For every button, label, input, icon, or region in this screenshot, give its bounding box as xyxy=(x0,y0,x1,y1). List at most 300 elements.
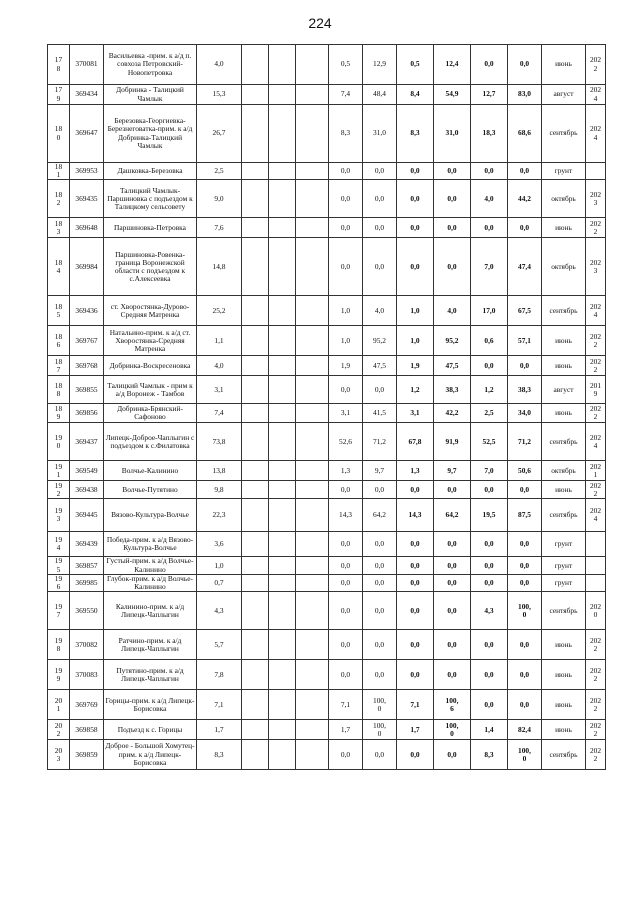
cell-year: 202 2 xyxy=(586,404,606,423)
cell-n: 18 7 xyxy=(48,356,70,376)
cell-name: Васильевка -прим. к а/д п. совхоза Петровский-Новопетровка xyxy=(104,45,197,85)
cell-empty xyxy=(269,720,296,740)
cell-code: 369859 xyxy=(70,740,104,770)
cell-month: июнь xyxy=(542,218,586,238)
cell-f: 100, 0 xyxy=(508,592,542,630)
cell-a: 8,3 xyxy=(329,105,363,163)
cell-empty xyxy=(242,574,269,591)
cell-b: 12,9 xyxy=(363,45,397,85)
cell-c: 7,1 xyxy=(397,690,434,720)
cell-e: 7,0 xyxy=(471,238,508,296)
cell-len: 26,7 xyxy=(197,105,242,163)
cell-name: Победа-прим. к а/д Вязово-Культура-Волчье xyxy=(104,532,197,557)
cell-a: 14,3 xyxy=(329,499,363,532)
cell-empty xyxy=(296,163,329,180)
table-row xyxy=(48,423,606,461)
cell-n: 18 5 xyxy=(48,296,70,326)
cell-f: 57,1 xyxy=(508,326,542,356)
cell-d: 0,0 xyxy=(434,481,471,499)
cell-empty xyxy=(242,720,269,740)
cell-code: 369439 xyxy=(70,532,104,557)
cell-empty xyxy=(296,499,329,532)
cell-d: 0,0 xyxy=(434,238,471,296)
cell-n: 18 8 xyxy=(48,376,70,404)
cell-b: 31,0 xyxy=(363,105,397,163)
cell-len: 22,3 xyxy=(197,499,242,532)
cell-d: 54,9 xyxy=(434,85,471,105)
cell-e: 0,0 xyxy=(471,218,508,238)
table-row xyxy=(48,720,606,740)
cell-year: 202 2 xyxy=(586,660,606,690)
cell-d: 0,0 xyxy=(434,592,471,630)
cell-f: 71,2 xyxy=(508,423,542,461)
cell-empty xyxy=(242,45,269,85)
cell-empty xyxy=(269,740,296,770)
cell-len: 4,0 xyxy=(197,45,242,85)
cell-a: 0,0 xyxy=(329,376,363,404)
cell-e: 8,3 xyxy=(471,740,508,770)
cell-c: 0,0 xyxy=(397,238,434,296)
cell-len: 4,0 xyxy=(197,356,242,376)
cell-a: 3,1 xyxy=(329,404,363,423)
cell-len: 5,7 xyxy=(197,630,242,660)
cell-empty xyxy=(242,85,269,105)
cell-empty xyxy=(269,499,296,532)
cell-empty xyxy=(269,690,296,720)
cell-empty xyxy=(296,218,329,238)
cell-len: 3,6 xyxy=(197,532,242,557)
cell-name: Добринка-Воскресеновка xyxy=(104,356,197,376)
cell-empty xyxy=(242,660,269,690)
cell-empty xyxy=(296,630,329,660)
cell-empty xyxy=(296,740,329,770)
cell-empty xyxy=(242,423,269,461)
cell-empty xyxy=(269,423,296,461)
cell-len: 13,8 xyxy=(197,461,242,481)
cell-name: Путятино-прим. к а/д Липецк-Чаплыгин xyxy=(104,660,197,690)
cell-name: Подъезд к с. Горицы xyxy=(104,720,197,740)
cell-empty xyxy=(296,461,329,481)
cell-n: 20 1 xyxy=(48,690,70,720)
road-table xyxy=(47,44,606,770)
cell-f: 47,4 xyxy=(508,238,542,296)
cell-e: 19,5 xyxy=(471,499,508,532)
cell-empty xyxy=(296,720,329,740)
cell-a: 0,0 xyxy=(329,592,363,630)
cell-b: 0,0 xyxy=(363,740,397,770)
cell-year: 202 3 xyxy=(586,180,606,218)
cell-e: 1,2 xyxy=(471,376,508,404)
cell-n: 18 2 xyxy=(48,180,70,218)
cell-code: 369647 xyxy=(70,105,104,163)
cell-b: 4,0 xyxy=(363,296,397,326)
cell-empty xyxy=(242,218,269,238)
cell-code: 370081 xyxy=(70,45,104,85)
cell-empty xyxy=(296,356,329,376)
cell-empty xyxy=(242,740,269,770)
cell-n: 19 5 xyxy=(48,557,70,574)
cell-d: 12,4 xyxy=(434,45,471,85)
cell-empty xyxy=(296,105,329,163)
cell-f: 0,0 xyxy=(508,690,542,720)
cell-n: 18 9 xyxy=(48,404,70,423)
cell-year xyxy=(586,532,606,557)
cell-year: 202 2 xyxy=(586,630,606,660)
cell-month: грунт xyxy=(542,574,586,591)
cell-f: 50,6 xyxy=(508,461,542,481)
cell-empty xyxy=(269,592,296,630)
cell-len: 7,4 xyxy=(197,404,242,423)
cell-empty xyxy=(296,180,329,218)
cell-year: 201 9 xyxy=(586,376,606,404)
cell-empty xyxy=(296,85,329,105)
cell-a: 0,0 xyxy=(329,532,363,557)
cell-empty xyxy=(269,404,296,423)
cell-a: 0,0 xyxy=(329,740,363,770)
cell-c: 0,0 xyxy=(397,180,434,218)
cell-a: 0,0 xyxy=(329,180,363,218)
cell-d: 0,0 xyxy=(434,557,471,574)
cell-b: 47,5 xyxy=(363,356,397,376)
cell-month: октябрь xyxy=(542,461,586,481)
cell-empty xyxy=(269,630,296,660)
cell-n: 19 6 xyxy=(48,574,70,591)
cell-len: 9,0 xyxy=(197,180,242,218)
cell-n: 18 4 xyxy=(48,238,70,296)
table-row xyxy=(48,574,606,591)
cell-f: 0,0 xyxy=(508,481,542,499)
cell-name: Натальино-прим. к а/д ст. Хворостянка-Средняя Матренка xyxy=(104,326,197,356)
cell-len: 7,1 xyxy=(197,690,242,720)
cell-e: 0,0 xyxy=(471,630,508,660)
cell-d: 9,7 xyxy=(434,461,471,481)
cell-len: 3,1 xyxy=(197,376,242,404)
cell-a: 1,3 xyxy=(329,461,363,481)
table-row xyxy=(48,690,606,720)
cell-year: 202 2 xyxy=(586,45,606,85)
cell-d: 0,0 xyxy=(434,163,471,180)
cell-code: 369769 xyxy=(70,690,104,720)
cell-month: июнь xyxy=(542,720,586,740)
cell-c: 1,0 xyxy=(397,296,434,326)
cell-f: 83,0 xyxy=(508,85,542,105)
cell-c: 0,0 xyxy=(397,592,434,630)
cell-e: 4,3 xyxy=(471,592,508,630)
cell-name: Липецк-Доброе-Чаплыгин с подъездом к с.Филатовка xyxy=(104,423,197,461)
table-row xyxy=(48,592,606,630)
table-row xyxy=(48,45,606,85)
table-row xyxy=(48,481,606,499)
cell-month: июнь xyxy=(542,326,586,356)
table-row xyxy=(48,740,606,770)
cell-year: 202 4 xyxy=(586,423,606,461)
cell-d: 38,3 xyxy=(434,376,471,404)
cell-len: 14,8 xyxy=(197,238,242,296)
cell-c: 0,0 xyxy=(397,532,434,557)
cell-empty xyxy=(269,557,296,574)
cell-empty xyxy=(242,557,269,574)
cell-year: 202 3 xyxy=(586,238,606,296)
cell-month: грунт xyxy=(542,532,586,557)
cell-empty xyxy=(242,105,269,163)
cell-name: Добринка - Талицкий Чамлык xyxy=(104,85,197,105)
cell-empty xyxy=(269,376,296,404)
cell-f: 87,5 xyxy=(508,499,542,532)
cell-empty xyxy=(242,592,269,630)
cell-n: 19 3 xyxy=(48,499,70,532)
cell-n: 19 7 xyxy=(48,592,70,630)
cell-month: сентябрь xyxy=(542,105,586,163)
cell-f: 100, 0 xyxy=(508,740,542,770)
cell-empty xyxy=(242,481,269,499)
cell-d: 91,9 xyxy=(434,423,471,461)
cell-e: 0,6 xyxy=(471,326,508,356)
cell-b: 0,0 xyxy=(363,630,397,660)
cell-month: июнь xyxy=(542,660,586,690)
cell-name: Калинино-прим. к а/д Липецк-Чаплыгин xyxy=(104,592,197,630)
cell-code: 369436 xyxy=(70,296,104,326)
cell-a: 0,0 xyxy=(329,660,363,690)
cell-code: 369648 xyxy=(70,218,104,238)
cell-empty xyxy=(296,45,329,85)
cell-code: 369768 xyxy=(70,356,104,376)
cell-len: 7,8 xyxy=(197,660,242,690)
cell-c: 3,1 xyxy=(397,404,434,423)
table-row xyxy=(48,461,606,481)
cell-name: Доброе - Большой Хомутец-прим. к а/д Липецк-Борисовка xyxy=(104,740,197,770)
cell-empty xyxy=(269,461,296,481)
cell-a: 1,0 xyxy=(329,296,363,326)
cell-e: 17,0 xyxy=(471,296,508,326)
table-row xyxy=(48,499,606,532)
cell-e: 0,0 xyxy=(471,690,508,720)
cell-name: Талицкий Чамлык-Паршиновка с подъездом к Талицкому сельсовету xyxy=(104,180,197,218)
cell-len: 4,3 xyxy=(197,592,242,630)
cell-code: 369435 xyxy=(70,180,104,218)
cell-f: 0,0 xyxy=(508,574,542,591)
cell-e: 7,0 xyxy=(471,461,508,481)
cell-a: 52,6 xyxy=(329,423,363,461)
cell-code: 369549 xyxy=(70,461,104,481)
cell-a: 1,9 xyxy=(329,356,363,376)
cell-b: 0,0 xyxy=(363,532,397,557)
cell-b: 0,0 xyxy=(363,180,397,218)
cell-name: Густый-прим. к а/д Волчье-Калинино xyxy=(104,557,197,574)
cell-a: 7,1 xyxy=(329,690,363,720)
cell-year: 202 4 xyxy=(586,499,606,532)
cell-empty xyxy=(296,532,329,557)
cell-code: 369437 xyxy=(70,423,104,461)
cell-empty xyxy=(269,574,296,591)
cell-e: 2,5 xyxy=(471,404,508,423)
cell-d: 64,2 xyxy=(434,499,471,532)
cell-empty xyxy=(242,532,269,557)
cell-d: 0,0 xyxy=(434,532,471,557)
cell-len: 1,1 xyxy=(197,326,242,356)
cell-empty xyxy=(242,326,269,356)
cell-len: 9,8 xyxy=(197,481,242,499)
cell-c: 0,5 xyxy=(397,45,434,85)
cell-c: 0,0 xyxy=(397,574,434,591)
cell-e: 0,0 xyxy=(471,163,508,180)
cell-f: 0,0 xyxy=(508,557,542,574)
cell-b: 0,0 xyxy=(363,557,397,574)
cell-n: 19 0 xyxy=(48,423,70,461)
cell-len: 25,2 xyxy=(197,296,242,326)
table-row xyxy=(48,557,606,574)
cell-code: 369550 xyxy=(70,592,104,630)
cell-year xyxy=(586,163,606,180)
cell-code: 369985 xyxy=(70,574,104,591)
cell-empty xyxy=(269,660,296,690)
cell-code: 369434 xyxy=(70,85,104,105)
cell-d: 100, 6 xyxy=(434,690,471,720)
cell-len: 1,7 xyxy=(197,720,242,740)
cell-c: 1,0 xyxy=(397,326,434,356)
cell-empty xyxy=(242,238,269,296)
cell-f: 67,5 xyxy=(508,296,542,326)
cell-n: 18 1 xyxy=(48,163,70,180)
cell-month: октябрь xyxy=(542,180,586,218)
cell-name: ст. Хворостянка-Дурово-Средняя Матренка xyxy=(104,296,197,326)
cell-empty xyxy=(296,404,329,423)
cell-f: 0,0 xyxy=(508,356,542,376)
cell-name: Глубок-прим. к а/д Волчье-Калинино xyxy=(104,574,197,591)
cell-e: 0,0 xyxy=(471,574,508,591)
cell-a: 0,5 xyxy=(329,45,363,85)
cell-empty xyxy=(296,592,329,630)
cell-d: 0,0 xyxy=(434,660,471,690)
table-row xyxy=(48,630,606,660)
cell-c: 0,0 xyxy=(397,740,434,770)
cell-e: 0,0 xyxy=(471,45,508,85)
cell-empty xyxy=(296,423,329,461)
cell-n: 20 3 xyxy=(48,740,70,770)
cell-n: 19 4 xyxy=(48,532,70,557)
cell-code: 370082 xyxy=(70,630,104,660)
cell-name: Паршиновка-Петровка xyxy=(104,218,197,238)
cell-len: 8,3 xyxy=(197,740,242,770)
cell-name: Дашковка-Березовка xyxy=(104,163,197,180)
cell-c: 67,8 xyxy=(397,423,434,461)
cell-b: 9,7 xyxy=(363,461,397,481)
cell-n: 18 0 xyxy=(48,105,70,163)
cell-a: 0,0 xyxy=(329,481,363,499)
cell-len: 0,7 xyxy=(197,574,242,591)
cell-empty xyxy=(269,105,296,163)
cell-b: 0,0 xyxy=(363,376,397,404)
cell-d: 0,0 xyxy=(434,574,471,591)
cell-empty xyxy=(296,326,329,356)
cell-year: 202 4 xyxy=(586,85,606,105)
cell-f: 0,0 xyxy=(508,532,542,557)
cell-c: 1,2 xyxy=(397,376,434,404)
cell-empty xyxy=(296,690,329,720)
cell-b: 100, 0 xyxy=(363,690,397,720)
cell-year: 202 2 xyxy=(586,720,606,740)
cell-d: 4,0 xyxy=(434,296,471,326)
cell-empty xyxy=(269,85,296,105)
cell-code: 369857 xyxy=(70,557,104,574)
cell-empty xyxy=(269,356,296,376)
cell-f: 82,4 xyxy=(508,720,542,740)
cell-c: 0,0 xyxy=(397,630,434,660)
cell-e: 52,5 xyxy=(471,423,508,461)
cell-year: 202 4 xyxy=(586,105,606,163)
cell-year xyxy=(586,574,606,591)
cell-month: июнь xyxy=(542,690,586,720)
cell-e: 0,0 xyxy=(471,557,508,574)
cell-year: 202 2 xyxy=(586,356,606,376)
table-row xyxy=(48,376,606,404)
cell-d: 0,0 xyxy=(434,740,471,770)
cell-a: 0,0 xyxy=(329,557,363,574)
cell-e: 12,7 xyxy=(471,85,508,105)
cell-year: 202 2 xyxy=(586,218,606,238)
cell-year: 202 4 xyxy=(586,296,606,326)
cell-month: август xyxy=(542,85,586,105)
cell-code: 369438 xyxy=(70,481,104,499)
cell-empty xyxy=(269,296,296,326)
cell-c: 1,3 xyxy=(397,461,434,481)
table-row xyxy=(48,326,606,356)
cell-name: Березовка-Георгиевка-Березнеговатка-прим. к а/д Добринка-Талицкий Чамлык xyxy=(104,105,197,163)
cell-year: 202 2 xyxy=(586,690,606,720)
cell-b: 0,0 xyxy=(363,218,397,238)
cell-n: 18 6 xyxy=(48,326,70,356)
cell-len: 15,3 xyxy=(197,85,242,105)
cell-code: 369445 xyxy=(70,499,104,532)
cell-month: сентябрь xyxy=(542,296,586,326)
cell-e: 1,4 xyxy=(471,720,508,740)
cell-n: 18 3 xyxy=(48,218,70,238)
cell-n: 19 8 xyxy=(48,630,70,660)
cell-c: 0,0 xyxy=(397,660,434,690)
cell-empty xyxy=(296,660,329,690)
cell-a: 0,0 xyxy=(329,218,363,238)
cell-month: сентябрь xyxy=(542,740,586,770)
cell-c: 1,7 xyxy=(397,720,434,740)
cell-empty xyxy=(296,238,329,296)
cell-code: 369855 xyxy=(70,376,104,404)
cell-year: 202 2 xyxy=(586,326,606,356)
cell-d: 95,2 xyxy=(434,326,471,356)
cell-empty xyxy=(269,238,296,296)
cell-b: 0,0 xyxy=(363,481,397,499)
cell-code: 369984 xyxy=(70,238,104,296)
cell-f: 0,0 xyxy=(508,660,542,690)
table-row xyxy=(48,660,606,690)
cell-code: 369856 xyxy=(70,404,104,423)
cell-f: 0,0 xyxy=(508,218,542,238)
cell-b: 0,0 xyxy=(363,592,397,630)
cell-month: июнь xyxy=(542,45,586,85)
cell-c: 8,4 xyxy=(397,85,434,105)
cell-name: Талицкий Чамлык - прим к а/д Воронеж - Тамбов xyxy=(104,376,197,404)
page-number: 224 xyxy=(308,15,332,31)
cell-a: 0,0 xyxy=(329,630,363,660)
cell-c: 0,0 xyxy=(397,163,434,180)
table-row xyxy=(48,163,606,180)
table-body xyxy=(48,45,606,770)
cell-year: 202 0 xyxy=(586,592,606,630)
cell-a: 1,0 xyxy=(329,326,363,356)
cell-e: 0,0 xyxy=(471,660,508,690)
cell-empty xyxy=(242,499,269,532)
cell-b: 0,0 xyxy=(363,238,397,296)
cell-month: июнь xyxy=(542,630,586,660)
cell-a: 0,0 xyxy=(329,574,363,591)
